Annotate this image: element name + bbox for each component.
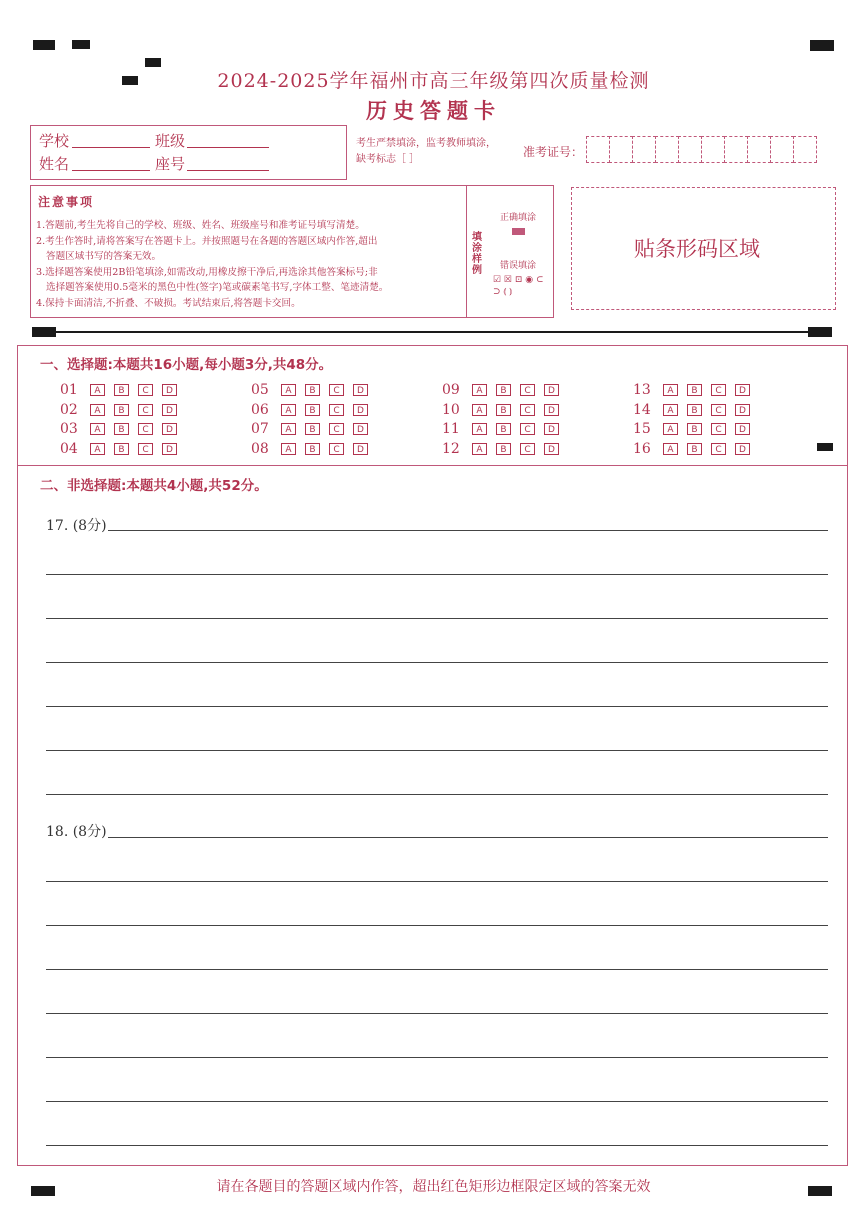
- absent-notice-line1: 考生严禁填涂，监考教师填涂，: [356, 138, 496, 149]
- question-18-label: 18. (8分): [46, 824, 107, 840]
- footer-notice: 请在各题目的答题区域内作答，超出红色矩形边框限定区域的答案无效: [216, 1179, 651, 1195]
- registration-mark: [72, 40, 90, 49]
- fill-example-label: 填涂样例: [472, 232, 482, 276]
- answer-line[interactable]: [46, 662, 828, 663]
- answer-line[interactable]: [46, 574, 828, 575]
- fill-example-divider: [466, 186, 467, 317]
- question-row[interactable]: 02 A B C D: [60, 402, 186, 418]
- question-row[interactable]: 06 A B C D: [251, 402, 377, 418]
- question-row[interactable]: 10 A B C D: [442, 402, 568, 418]
- correct-fill-label: 正确填涂: [500, 213, 537, 223]
- registration-mark: [808, 327, 832, 337]
- name-label: 姓名: [39, 155, 70, 173]
- instruction-line: 2.考生作答时,请将答案写在答题卡上。并按照题号在各题的答题区域内作答,超出: [36, 236, 378, 247]
- section-divider: [17, 465, 848, 466]
- question-row[interactable]: 05 A B C D: [251, 382, 377, 398]
- seat-field[interactable]: [187, 170, 269, 171]
- school-field[interactable]: [72, 147, 150, 148]
- exam-id-cells[interactable]: [587, 136, 817, 163]
- answer-line[interactable]: [46, 969, 828, 970]
- instruction-line: 答题区域书写的答案无效。: [46, 251, 162, 262]
- question-row[interactable]: 15 A B C D: [633, 421, 759, 437]
- barcode-area-label: 贴条形码区域: [634, 237, 760, 261]
- instruction-line: 4.保持卡面清洁,不折叠、不破损。考试结束后,将答题卡交回。: [36, 298, 301, 309]
- instruction-line: 1.答题前,考生先将自己的学校、班级、姓名、班级座号和准考证号填写清楚。: [36, 220, 365, 231]
- question-row[interactable]: 09 A B C D: [442, 382, 568, 398]
- answer-line[interactable]: [46, 881, 828, 882]
- answer-line[interactable]: [46, 1013, 828, 1014]
- school-label: 学校: [39, 132, 70, 150]
- wrong-fill-examples: ☑ ☒ ⊡ ◉ ⊂⊃ ⦅ ⦆: [493, 275, 544, 297]
- question-row[interactable]: 01 A B C D: [60, 382, 186, 398]
- registration-mark: [810, 40, 834, 51]
- answer-frame: [17, 345, 848, 1166]
- section2-title: 二、非选择题:本题共4小题,共52分。: [40, 478, 268, 494]
- question-row[interactable]: 12 A B C D: [442, 441, 568, 457]
- question-row[interactable]: 13 A B C D: [633, 382, 759, 398]
- answer-line[interactable]: [108, 530, 828, 531]
- page-title: 2024-2025学年福州市高三年级第四次质量检测: [217, 70, 650, 92]
- class-field[interactable]: [187, 147, 269, 148]
- question-row[interactable]: 16 A B C D: [633, 441, 759, 457]
- wrong-fill-label: 错误填涂: [500, 261, 537, 271]
- name-field[interactable]: [72, 170, 150, 171]
- answer-line[interactable]: [108, 837, 828, 838]
- question-17-label: 17. (8分): [46, 518, 107, 534]
- answer-line[interactable]: [46, 925, 828, 926]
- question-row[interactable]: 07 A B C D: [251, 421, 377, 437]
- question-row[interactable]: 03 A B C D: [60, 421, 186, 437]
- answer-line[interactable]: [46, 706, 828, 707]
- instruction-line: 3.选择题答案使用2B铅笔填涂,如需改动,用橡皮擦干净后,再选涂其他答案标号;非: [36, 267, 378, 278]
- class-label: 班级: [155, 132, 186, 150]
- registration-mark: [32, 327, 56, 337]
- answer-line[interactable]: [46, 794, 828, 795]
- correct-fill-example: [512, 228, 525, 235]
- answer-line[interactable]: [46, 1145, 828, 1146]
- instructions-heading: 注意事项: [38, 195, 95, 209]
- question-row[interactable]: 08 A B C D: [251, 441, 377, 457]
- registration-mark: [33, 40, 55, 50]
- separator-line: [56, 331, 808, 333]
- seat-label: 座号: [155, 155, 186, 173]
- answer-line[interactable]: [46, 750, 828, 751]
- absent-notice-line2: 缺考标志［ ］: [356, 154, 420, 165]
- answer-line[interactable]: [46, 1057, 828, 1058]
- question-row[interactable]: 04 A B C D: [60, 441, 186, 457]
- answer-line[interactable]: [46, 618, 828, 619]
- student-info-box: [30, 125, 347, 180]
- page-subtitle: 历史答题卡: [366, 98, 501, 123]
- instruction-line: 选择题答案使用0.5毫米的黑色中性(签字)笔或碳素笔书写,字体工整、笔迹清楚。: [46, 282, 389, 293]
- question-row[interactable]: 14 A B C D: [633, 402, 759, 418]
- question-row[interactable]: 11 A B C D: [442, 421, 568, 437]
- section1-title: 一、选择题:本题共16小题,每小题3分,共48分。: [40, 357, 333, 373]
- id-label: 准考证号：: [523, 145, 584, 159]
- answer-line[interactable]: [46, 1101, 828, 1102]
